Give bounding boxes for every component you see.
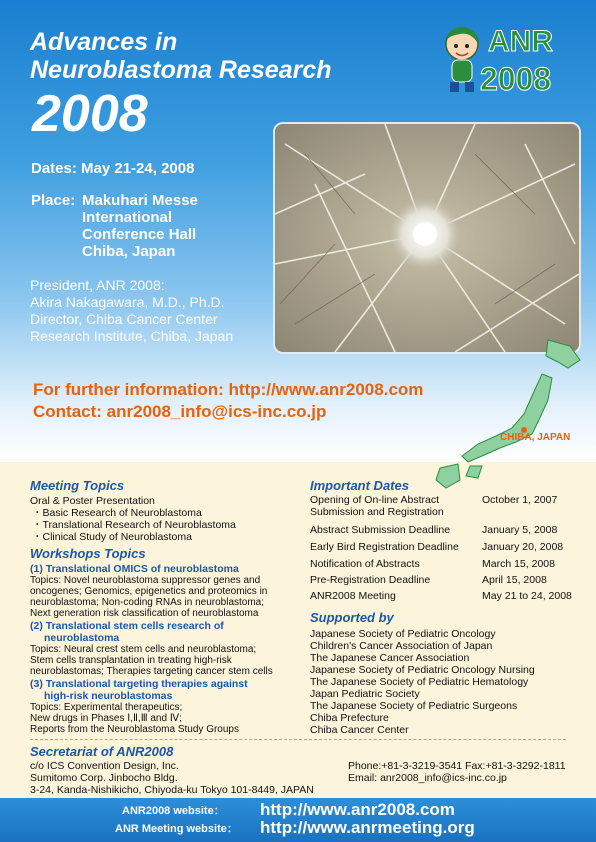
workshop-2-title-cont: neuroblastoma (44, 632, 120, 644)
workshop-2-title: (2) Translational stem cells research of (30, 620, 224, 632)
contact-email: Contact: anr2008_info@ics-inc.co.jp (33, 402, 327, 421)
event-dates: Dates: May 21-24, 2008 (31, 160, 195, 177)
date-value: January 20, 2008 (482, 541, 564, 553)
workshop-3-title: (3) Translational targeting therapies against (30, 678, 248, 690)
meeting-topic-item: ・Translational Research of Neuroblastoma (32, 519, 236, 531)
place-line: Makuhari Messe (82, 192, 198, 209)
president-line: President, ANR 2008: (30, 277, 165, 293)
footer-label-2: ANR Meeting website： (115, 823, 238, 835)
date-value: October 1, 2007 (482, 494, 558, 506)
meeting-topic-item: ・Basic Research of Neuroblastoma (32, 507, 202, 519)
supporter: Japanese Society of Pediatric Oncology (310, 628, 496, 640)
secretariat-line: c/o ICS Convention Design, Inc. (30, 760, 179, 772)
secretariat-line: Sumitomo Corp. Jinbocho Bldg. (30, 772, 178, 784)
workshop-1-line: Next generation risk classification of neuroblastoma (30, 608, 259, 619)
divider (30, 739, 566, 740)
place-line: Conference Hall (82, 226, 197, 243)
supporter: Children's Cancer Association of Japan (310, 640, 493, 652)
secretariat-email: Email: anr2008_info@ics-inc.co.jp (348, 772, 507, 784)
supporter: Japanese Society of Pediatric Oncology Nursing (310, 664, 535, 676)
workshop-3-line: New drugs in Phases Ⅰ,Ⅱ,Ⅲ and Ⅳ; (30, 713, 182, 724)
supporter: Chiba Cancer Center (310, 724, 409, 736)
supported-by-title: Supported by (310, 610, 394, 625)
workshop-2-line: Stem cells transplantation in treating high-risk (30, 655, 232, 666)
workshop-3-title-cont: high-risk neuroblastomas (44, 690, 173, 702)
footer-url-2[interactable]: http://www.anrmeeting.org (260, 818, 475, 837)
date-value: April 15, 2008 (482, 574, 547, 586)
date-value: January 5, 2008 (482, 524, 558, 536)
date-event: Opening of On-line Abstract (310, 494, 439, 506)
place-label: Place: (31, 192, 76, 209)
date-event: Early Bird Registration Deadline (310, 541, 459, 553)
workshops-title: Workshops Topics (30, 546, 146, 561)
workshop-1-title: (1) Translational OMICS of neuroblastoma (30, 563, 239, 575)
date-event: Submission and Registration (310, 506, 444, 518)
workshop-2-line: neuroblastomas; Therapies targeting cancer stem cells (30, 666, 273, 677)
title-line2: Neuroblastoma Research (30, 56, 332, 84)
date-value: March 15, 2008 (482, 558, 555, 570)
title-line1: Advances in (30, 28, 178, 56)
further-info: For further information: http://www.anr2008.com (33, 380, 424, 399)
secretariat-line: 3-24, Kanda-Nishikicho, Chiyoda-ku Tokyo 101-8449, JAPAN (30, 784, 314, 796)
meeting-topics-subtitle: Oral & Poster Presentation (30, 495, 155, 507)
workshop-1-line: neuroblastoma; Non-coding RNAs in neuroblastoma; (30, 597, 265, 608)
supporter: Chiba Prefecture (310, 712, 389, 724)
secretariat-phone: Phone:+81-3-3219-3541 Fax:+81-3-3292-1811 (348, 760, 566, 772)
title-year: 2008 (32, 85, 148, 143)
date-value: May 21 to 24, 2008 (482, 590, 572, 602)
supporter: Japan Pediatric Society (310, 688, 420, 700)
footer-label-1: ANR2008 website： (122, 805, 225, 817)
date-event: Pre-Registration Deadline (310, 574, 431, 586)
workshop-3-line: Topics: Experimental therapeutics; (30, 702, 183, 713)
president-line: Director, Chiba Cancer Center (30, 311, 218, 327)
workshop-3-line: Reports from the Neuroblastoma Study Groups (30, 724, 239, 735)
important-dates-title: Important Dates (310, 478, 409, 493)
president-line: Akira Nakagawara, M.D., Ph.D. (30, 294, 225, 310)
secretariat-title: Secretariat of ANR2008 (30, 744, 174, 759)
place-line: Chiba, Japan (82, 243, 176, 260)
map-label: CHIBA, JAPAN (500, 432, 571, 443)
date-event: Notification of Abstracts (310, 558, 420, 570)
workshop-1-line: oncogenes; Genomics, epigenetics and proteomics in (30, 586, 268, 597)
supporter: The Japanese Society of Pediatric Hematology (310, 676, 529, 688)
meeting-topics-title: Meeting Topics (30, 478, 125, 493)
japan-map-icon (420, 338, 590, 490)
meeting-topic-item: ・Clinical Study of Neuroblastoma (32, 531, 192, 543)
neuroblastoma-micrograph (273, 122, 581, 354)
footer-url-1[interactable]: http://www.anr2008.com (260, 800, 455, 819)
place-line: International (82, 209, 173, 226)
logo-anr-text: ANR (488, 25, 553, 58)
workshop-2-line: Topics: Neural crest stem cells and neuroblastoma; (30, 644, 257, 655)
workshop-1-line: Topics: Novel neuroblastoma suppressor genes and (30, 575, 261, 586)
logo-year-text: 2008 (480, 61, 552, 97)
supporter: The Japanese Cancer Association (310, 652, 470, 664)
date-event: Abstract Submission Deadline (310, 524, 451, 536)
supporter: The Japanese Society of Pediatric Surgeons (310, 700, 518, 712)
date-event: ANR2008 Meeting (310, 590, 396, 602)
president-line: Research Institute, Chiba, Japan (30, 328, 234, 344)
